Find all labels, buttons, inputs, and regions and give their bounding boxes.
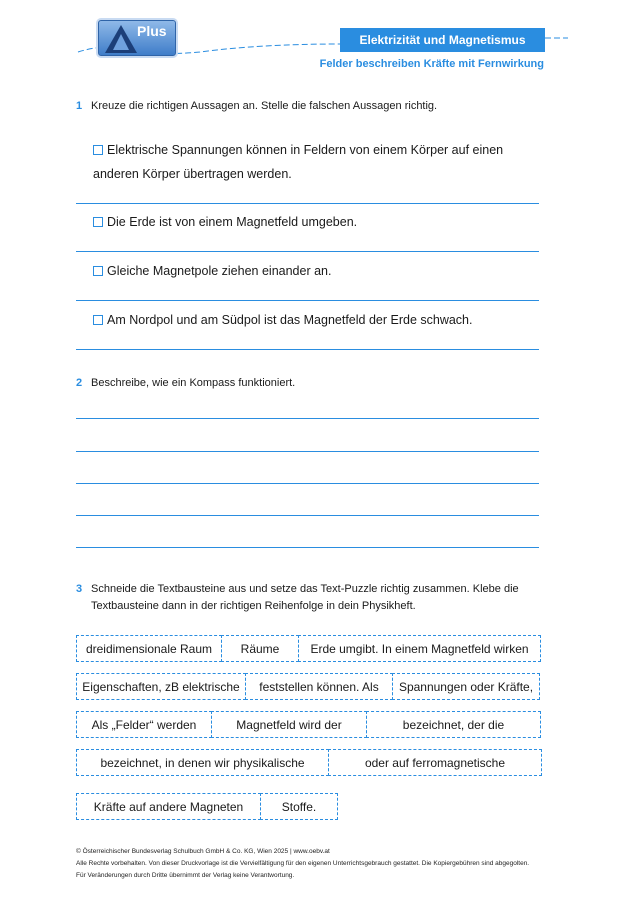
puzzle-row-2 [76, 673, 539, 700]
puzzle-piece[interactable]: Als „Felder“ werden [76, 711, 212, 738]
footer-copyright: © Österreichischer Bundesverlag Schulbuch GmbH & Co. KG, Wien 2025 | www.oebv.at [76, 848, 330, 855]
footer [76, 846, 529, 882]
puzzle-piece[interactable]: feststellen können. Als [245, 673, 393, 700]
task-2-instruction: Beschreibe, wie ein Kompass funktioniert. [91, 377, 296, 389]
task-2-number: 2 [76, 377, 83, 389]
checkbox-statement-3[interactable] [93, 266, 103, 276]
puzzle-row-1 [76, 635, 540, 662]
puzzle-piece[interactable]: Kräfte auf andere Magneten [76, 793, 261, 820]
answer-line[interactable] [76, 203, 539, 204]
answer-line[interactable] [76, 547, 539, 548]
answer-line[interactable] [76, 300, 539, 301]
checkbox-statement-1[interactable] [93, 145, 103, 155]
puzzle-row-3 [76, 711, 540, 738]
puzzle-piece[interactable]: Eigenschaften, zB elektrische [76, 673, 246, 700]
answer-line[interactable] [76, 418, 539, 419]
statement-3: Gleiche Magnetpole ziehen einander an. [93, 259, 543, 283]
answer-line[interactable] [76, 349, 539, 350]
puzzle-piece[interactable]: dreidimensionale Raum [76, 635, 222, 662]
footer-rights: Alle Rechte vorbehalten. Von dieser Druckvorlage ist die Vervielfältigung für den eigenen Unterrichtsgebrauch gestattet. Die Kopiergebühren sind abgegolten. [76, 860, 530, 867]
puzzle-piece[interactable]: Magnetfeld wird der [211, 711, 367, 738]
statement-1: Elektrische Spannungen können in Feldern von einem Körper auf einen anderen Körper übertragen werden. [93, 143, 504, 181]
logo-text: Plus [137, 23, 167, 39]
answer-line[interactable] [76, 515, 539, 516]
checkbox-statement-4[interactable] [93, 315, 103, 325]
triangle-logo-icon [101, 22, 141, 56]
puzzle-piece[interactable]: Stoffe. [260, 793, 338, 820]
checkbox-statement-2[interactable] [93, 217, 103, 227]
page-subtitle: Felder beschreiben Kräfte mit Fernwirkung [319, 58, 544, 70]
footer-disclaimer: Für Veränderungen durch Dritte übernimmt der Verlag keine Verantwortung. [76, 872, 295, 879]
puzzle-piece[interactable]: bezeichnet, der die [366, 711, 541, 738]
puzzle-piece[interactable]: Räume [221, 635, 299, 662]
puzzle-row-4 [76, 749, 541, 776]
topic-banner: Elektrizität und Magnetismus [340, 28, 545, 52]
puzzle-row-5 [76, 793, 337, 820]
answer-line[interactable] [76, 451, 539, 452]
puzzle-piece[interactable]: Erde umgibt. In einem Magnetfeld wirken [298, 635, 541, 662]
puzzle-piece[interactable]: bezeichnet, in denen wir physikalische [76, 749, 329, 776]
statement-2: Die Erde ist von einem Magnetfeld umgeben. [93, 210, 543, 234]
task-1-number: 1 [76, 100, 83, 112]
answer-line[interactable] [76, 483, 539, 484]
statement-4: Am Nordpol und am Südpol ist das Magnetfeld der Erde schwach. [93, 308, 543, 332]
puzzle-piece[interactable]: oder auf ferromagnetische [328, 749, 542, 776]
puzzle-piece[interactable]: Spannungen oder Kräfte, [392, 673, 540, 700]
answer-line[interactable] [76, 251, 539, 252]
task-3-number: 3 [76, 583, 83, 595]
task-1-instruction: Kreuze die richtigen Aussagen an. Stelle die falschen Aussagen richtig. [91, 100, 438, 112]
task-3-instruction-line1: Schneide die Textbausteine aus und setze das Text-Puzzle richtig zusammen. Klebe die [91, 583, 519, 595]
task-3-instruction-line2: Textbausteine dann in der richtigen Reihenfolge in dein Physikheft. [91, 600, 416, 612]
